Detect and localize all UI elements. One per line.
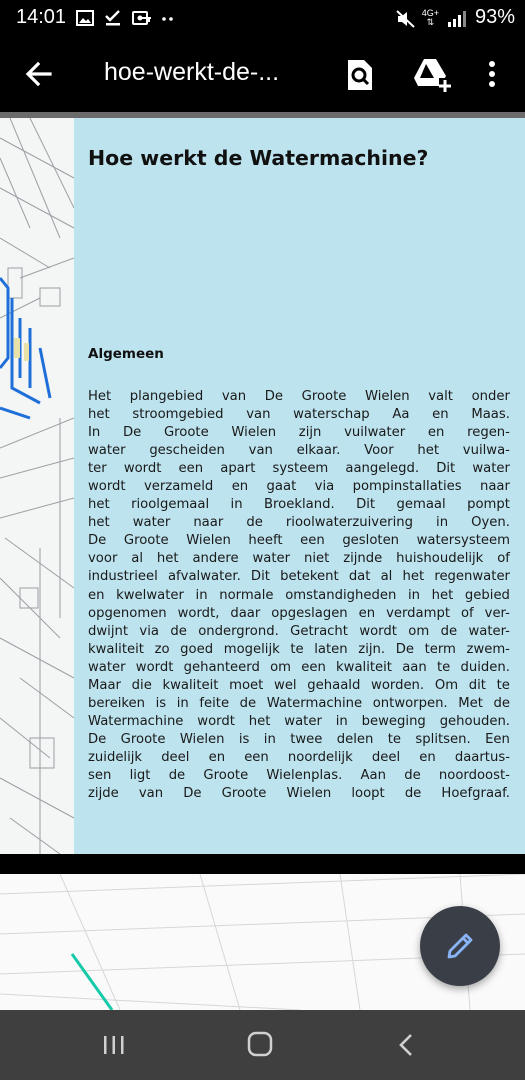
body-line: In De Groote Wielen zijn vuilwater en regen- bbox=[88, 425, 510, 441]
find-in-document-icon bbox=[344, 58, 376, 92]
body-line: Maar die kwaliteit moet wel gehaald worden. Om dit te bbox=[88, 677, 510, 693]
nav-back-button[interactable] bbox=[396, 1032, 418, 1058]
body-text bbox=[88, 388, 510, 803]
body-line: zijde van De Groote Wielen loopt de Hoefgraaf. bbox=[88, 786, 510, 802]
more-vert-icon bbox=[480, 56, 504, 92]
battery-percent: 93% bbox=[474, 6, 515, 28]
vpn-key-icon bbox=[132, 10, 150, 26]
body-line: industrieel afvalwater. Dit betekent dat al het regenwater bbox=[88, 569, 510, 585]
body-line: dwijnt via de ondergrond. Getracht wordt om de water- bbox=[88, 623, 510, 639]
add-to-drive-button[interactable] bbox=[412, 56, 452, 94]
mute-icon bbox=[396, 10, 414, 26]
document-viewer[interactable] bbox=[0, 112, 525, 1010]
body-line: water wordt gehanteerd om een kwaliteit aan te duiden. bbox=[88, 659, 510, 675]
content-panel bbox=[74, 118, 525, 854]
add-to-drive-icon bbox=[412, 56, 452, 94]
body-line: kwaliteit zo goed mogelijk te laten zijn. De term zwem- bbox=[88, 641, 510, 657]
back-arrow-icon bbox=[22, 56, 58, 92]
body-line: De Groote Wielen heeft een gesloten watersysteem bbox=[88, 533, 510, 549]
edit-pencil-icon bbox=[444, 930, 476, 962]
home-button[interactable] bbox=[246, 1030, 274, 1058]
edit-fab-button[interactable] bbox=[420, 906, 500, 986]
body-line: sen ligt de Groote Wielenplas. Aan de noordoost- bbox=[88, 767, 510, 783]
more-dots-icon bbox=[160, 10, 178, 26]
body-line: het water naar de rioolwaterzuivering in Oyen. bbox=[88, 515, 510, 531]
find-in-document-button[interactable] bbox=[344, 58, 376, 92]
more-options-button[interactable] bbox=[480, 56, 504, 92]
document-page bbox=[0, 118, 525, 854]
body-line: zuidelijk deel en een noordelijk deel en daartus- bbox=[88, 749, 510, 765]
body-line: water gescheiden van elkaar. Voor het vuilwa- bbox=[88, 443, 510, 459]
body-line: het rioolgemaal in Broekland. Dit gemaal pompt bbox=[88, 497, 510, 513]
signal-icon bbox=[447, 10, 467, 26]
body-line: Het plangebied van De Groote Wielen valt onder bbox=[88, 389, 510, 404]
home-icon bbox=[246, 1030, 274, 1058]
body-line: ter wordt een apart systeem aangelegd. Dit water bbox=[88, 461, 510, 477]
recent-apps-button[interactable] bbox=[100, 1034, 128, 1056]
section-heading: Algemeen bbox=[88, 346, 164, 362]
network-4g-icon bbox=[422, 9, 439, 27]
image-icon bbox=[76, 10, 94, 26]
system-nav-bar bbox=[0, 1010, 525, 1080]
body-line: Watermachine wordt het water in beweging gehouden. bbox=[88, 713, 510, 729]
back-button[interactable] bbox=[22, 56, 58, 92]
document-title: hoe-werkt-de-... bbox=[104, 58, 280, 86]
network-arrows: ⇅ bbox=[426, 16, 435, 27]
body-line: voor al het andere water niet zijnde huishoudelijk of bbox=[88, 551, 510, 567]
network-label: 4G+ bbox=[421, 7, 439, 18]
body-line: De Groote Wielen is in twee delen te splitsen. Een bbox=[88, 731, 510, 747]
body-line: het stroomgebied van waterschap Aa en Maas. bbox=[88, 407, 510, 423]
body-line: opgenomen wordt, daar opgeslagen en verdampt of ver- bbox=[88, 605, 510, 621]
body-line: bereiken is in feite de Watermachine ontworpen. Met de bbox=[88, 695, 510, 711]
body-line: wordt verzameld en gaat via pompinstallaties naar bbox=[88, 479, 510, 495]
status-bar bbox=[0, 0, 525, 36]
page-separator bbox=[0, 854, 525, 874]
page-title: Hoe werkt de Watermachine? bbox=[88, 146, 429, 170]
map-illustration bbox=[0, 118, 74, 854]
body-line: en kwelwater in normale omstandigheden in het gebied bbox=[88, 587, 510, 603]
status-time: 14:01 bbox=[16, 6, 67, 28]
nav-back-icon bbox=[396, 1032, 418, 1058]
app-bar bbox=[0, 36, 525, 112]
recent-apps-icon bbox=[100, 1034, 128, 1056]
checkmark-download-icon bbox=[104, 10, 122, 26]
